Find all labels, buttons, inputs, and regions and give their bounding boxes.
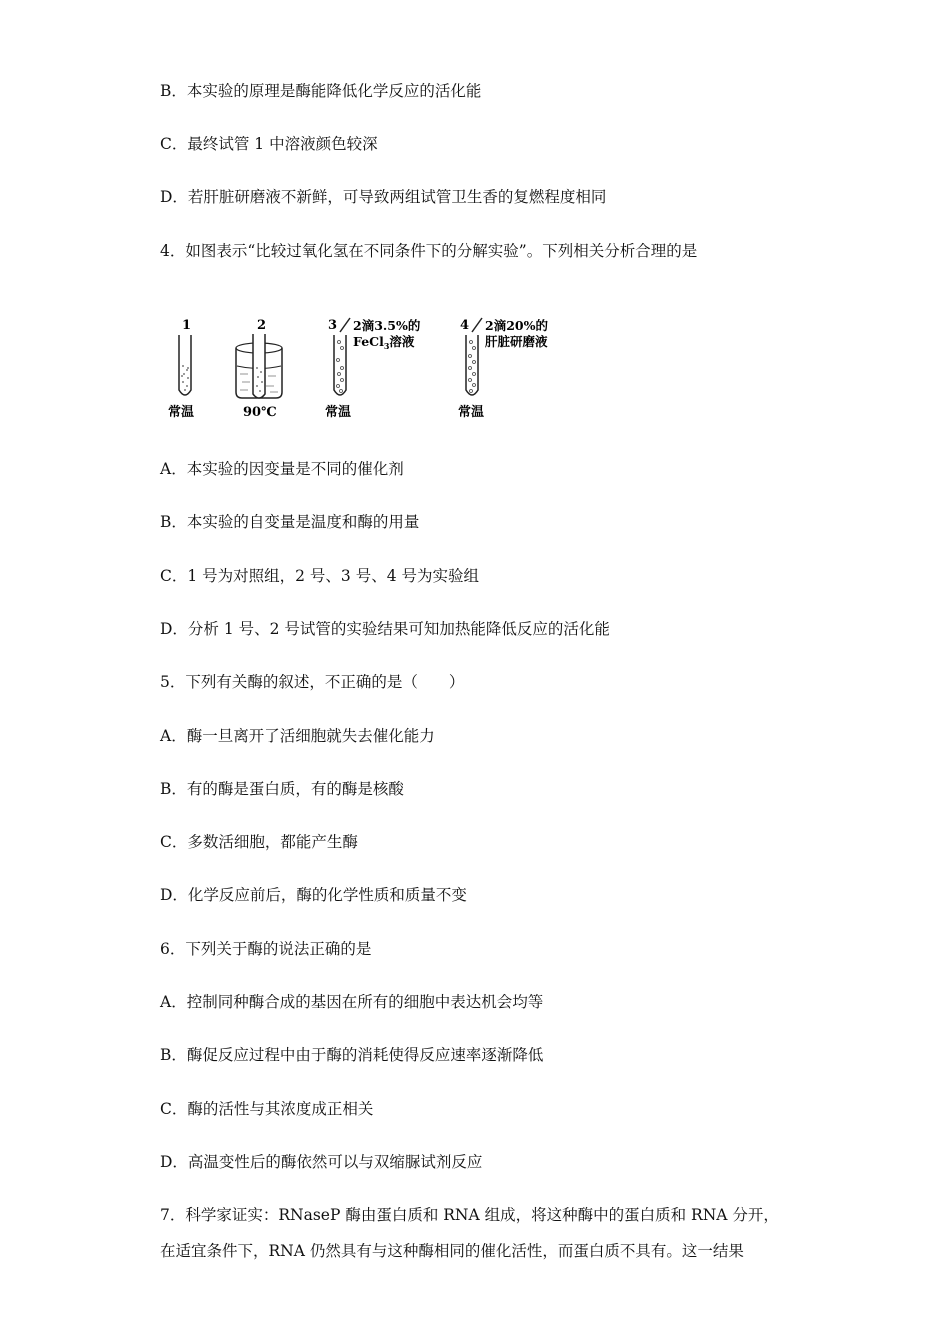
- option-a-q5: A．酶一旦离开了活细胞就失去催化能力: [160, 727, 435, 745]
- tube-number-1: 1: [182, 318, 192, 333]
- reagent-4-line-2: 肝脏研磨液: [485, 334, 548, 349]
- tube-2-water-bath: [236, 318, 282, 420]
- option-a-q4: A．本实验的因变量是不同的催化剂: [160, 460, 404, 478]
- reagent-3-line-2: FeCl$_3$溶液: [353, 334, 415, 351]
- reagent-3-line-1: 2滴3.5%的: [353, 318, 421, 333]
- option-b-q4: B．本实验的自变量是温度和酶的用量: [160, 513, 420, 531]
- option-c-q6: C．酶的活性与其浓度成正相关: [160, 1100, 374, 1118]
- question-5: 5．下列有关酶的叙述，不正确的是（ ）: [160, 673, 465, 691]
- reagent-4-line-1: 2滴20%的: [485, 318, 548, 333]
- question-7-line-1: 7．科学家证实：RNaseP 酶由蛋白质和 RNA 组成，将这种酶中的蛋白质和 RNA 分开，: [160, 1206, 779, 1224]
- option-a-q6: A．控制同种酶合成的基因在所有的细胞中表达机会均等: [160, 993, 544, 1011]
- option-b-q3: B．本实验的原理是酶能降低化学反应的活化能: [160, 82, 482, 100]
- experiment-figure: [160, 310, 620, 430]
- tube-1: [168, 318, 194, 420]
- option-d-q3: D．若肝脏研磨液不新鲜，可导致两组试管卫生香的复燃程度相同: [160, 188, 607, 206]
- option-d-q4: D．分析 1 号、2 号试管的实验结果可知加热能降低反应的活化能: [160, 620, 610, 638]
- label-tube-1: 常温: [168, 405, 195, 420]
- tube-number-2: 2: [257, 318, 267, 333]
- option-c-q4: C．1 号为对照组，2 号、3 号、4 号为实验组: [160, 567, 480, 585]
- dropper-3: [340, 318, 350, 332]
- tube-number-4: 4: [460, 318, 470, 333]
- dropper-4: [472, 318, 482, 332]
- option-c-q3: C．最终试管 1 中溶液颜色较深: [160, 135, 378, 153]
- question-4: 4．如图表示“比较过氧化氢在不同条件下的分解实验”。下列相关分析合理的是: [160, 242, 698, 260]
- option-b-q6: B．酶促反应过程中由于酶的消耗使得反应速率逐渐降低: [160, 1046, 544, 1064]
- question-7-line-2: 在适宜条件下，RNA 仍然具有与这种酶相同的催化活性，而蛋白质不具有。这一结果: [160, 1242, 744, 1260]
- label-tube-4: 常温: [458, 405, 485, 420]
- option-d-q6: D．高温变性后的酶依然可以与双缩脲试剂反应: [160, 1153, 483, 1171]
- option-b-q5: B．有的酶是蛋白质，有的酶是核酸: [160, 780, 404, 798]
- label-tube-3: 常温: [325, 405, 352, 420]
- option-d-q5: D．化学反应前后，酶的化学性质和质量不变: [160, 886, 467, 904]
- tube-4: [458, 318, 548, 420]
- option-c-q5: C．多数活细胞，都能产生酶: [160, 833, 358, 851]
- label-tube-2: 90℃: [243, 405, 277, 420]
- question-6: 6．下列关于酶的说法正确的是: [160, 940, 372, 958]
- tube-3: [325, 318, 421, 420]
- tube-number-3: 3: [328, 318, 338, 333]
